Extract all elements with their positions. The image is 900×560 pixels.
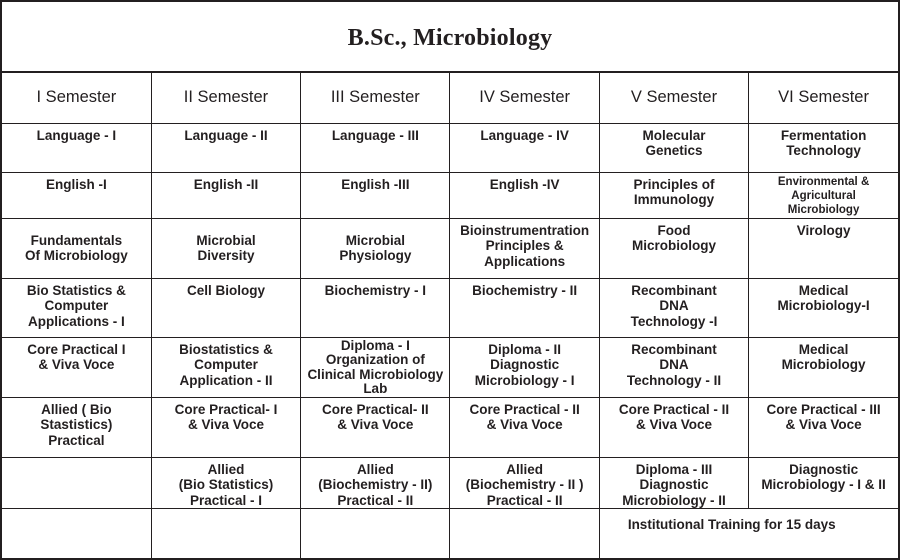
course-cell: [450, 509, 599, 559]
table-row: [2, 337, 898, 397]
course-cell: Diploma - I Organization of Clinical Microbiology Lab: [301, 337, 450, 397]
course-cell: Core Practical I & Viva Voce: [2, 337, 151, 397]
course-cell: Biochemistry - II: [450, 278, 599, 337]
course-cell: Principles of Immunology: [599, 172, 748, 218]
course-cell: [301, 509, 450, 559]
title-bar: [2, 2, 898, 73]
table-row: [2, 457, 898, 509]
course-cell: Medical Microbiology-I: [749, 278, 898, 337]
course-cell: Fermentation Technology: [749, 123, 898, 172]
semester-header: IV Semester: [450, 73, 599, 123]
table-row: [2, 172, 898, 218]
course-cell: Biostatistics & Computer Application - II: [151, 337, 300, 397]
course-cell: Core Practical - III & Viva Voce: [749, 397, 898, 457]
course-cell: Biochemistry - I: [301, 278, 450, 337]
semester-header: V Semester: [599, 73, 748, 123]
course-cell: English -IV: [450, 172, 599, 218]
course-cell: Medical Microbiology: [749, 337, 898, 397]
course-cell: Bio Statistics & Computer Applications - I: [2, 278, 151, 337]
semester-header: III Semester: [301, 73, 450, 123]
course-cell: Language - I: [2, 123, 151, 172]
course-cell: Allied (Bio Statistics) Practical - I: [151, 457, 300, 509]
course-cell: Environmental & Agricultural Microbiology: [749, 172, 898, 218]
course-cell: Diploma - III Diagnostic Microbiology - II: [599, 457, 748, 509]
table-row: [2, 218, 898, 278]
course-cell: Diagnostic Microbiology - I & II: [749, 457, 898, 509]
course-cell: Language - IV: [450, 123, 599, 172]
course-cell: Bioinstrumentration Principles & Applications: [450, 218, 599, 278]
course-cell: Recombinant DNA Technology -I: [599, 278, 748, 337]
semester-header: II Semester: [151, 73, 300, 123]
semester-header: I Semester: [2, 73, 151, 123]
course-cell: Recombinant DNA Technology - II: [599, 337, 748, 397]
course-cell: English -III: [301, 172, 450, 218]
course-cell: Diploma - II Diagnostic Microbiology - I: [450, 337, 599, 397]
course-cell: Virology: [749, 218, 898, 278]
course-cell: Molecular Genetics: [599, 123, 748, 172]
course-cell: Core Practical- I & Viva Voce: [151, 397, 300, 457]
semester-table: [2, 73, 898, 559]
course-cell: Language - II: [151, 123, 300, 172]
course-cell: [2, 457, 151, 509]
course-cell: Core Practical - II & Viva Voce: [450, 397, 599, 457]
course-cell: Language - III: [301, 123, 450, 172]
course-cell: Microbial Diversity: [151, 218, 300, 278]
page-title: B.Sc., Microbiology: [347, 25, 553, 51]
course-cell: Fundamentals Of Microbiology: [2, 218, 151, 278]
course-cell: Core Practical- II & Viva Voce: [301, 397, 450, 457]
semester-header: VI Semester: [749, 73, 898, 123]
course-cell: Cell Biology: [151, 278, 300, 337]
course-cell: Core Practical - II & Viva Voce: [599, 397, 748, 457]
course-cell: Allied (Biochemistry - II) Practical - II: [301, 457, 450, 509]
table-row: [2, 123, 898, 172]
course-cell: Microbial Physiology: [301, 218, 450, 278]
table-row: [2, 397, 898, 457]
institutional-training-cell: Institutional Training for 15 days: [599, 509, 898, 559]
course-cell: [2, 509, 151, 559]
course-cell: [151, 509, 300, 559]
table-header-row: [2, 73, 898, 123]
course-cell: English -II: [151, 172, 300, 218]
table-row: [2, 509, 898, 559]
course-cell: English -I: [2, 172, 151, 218]
course-cell: Food Microbiology: [599, 218, 748, 278]
course-cell: Allied (Biochemistry - II ) Practical - II: [450, 457, 599, 509]
table-row: [2, 278, 898, 337]
course-cell: Allied ( Bio Stastistics) Practical: [2, 397, 151, 457]
